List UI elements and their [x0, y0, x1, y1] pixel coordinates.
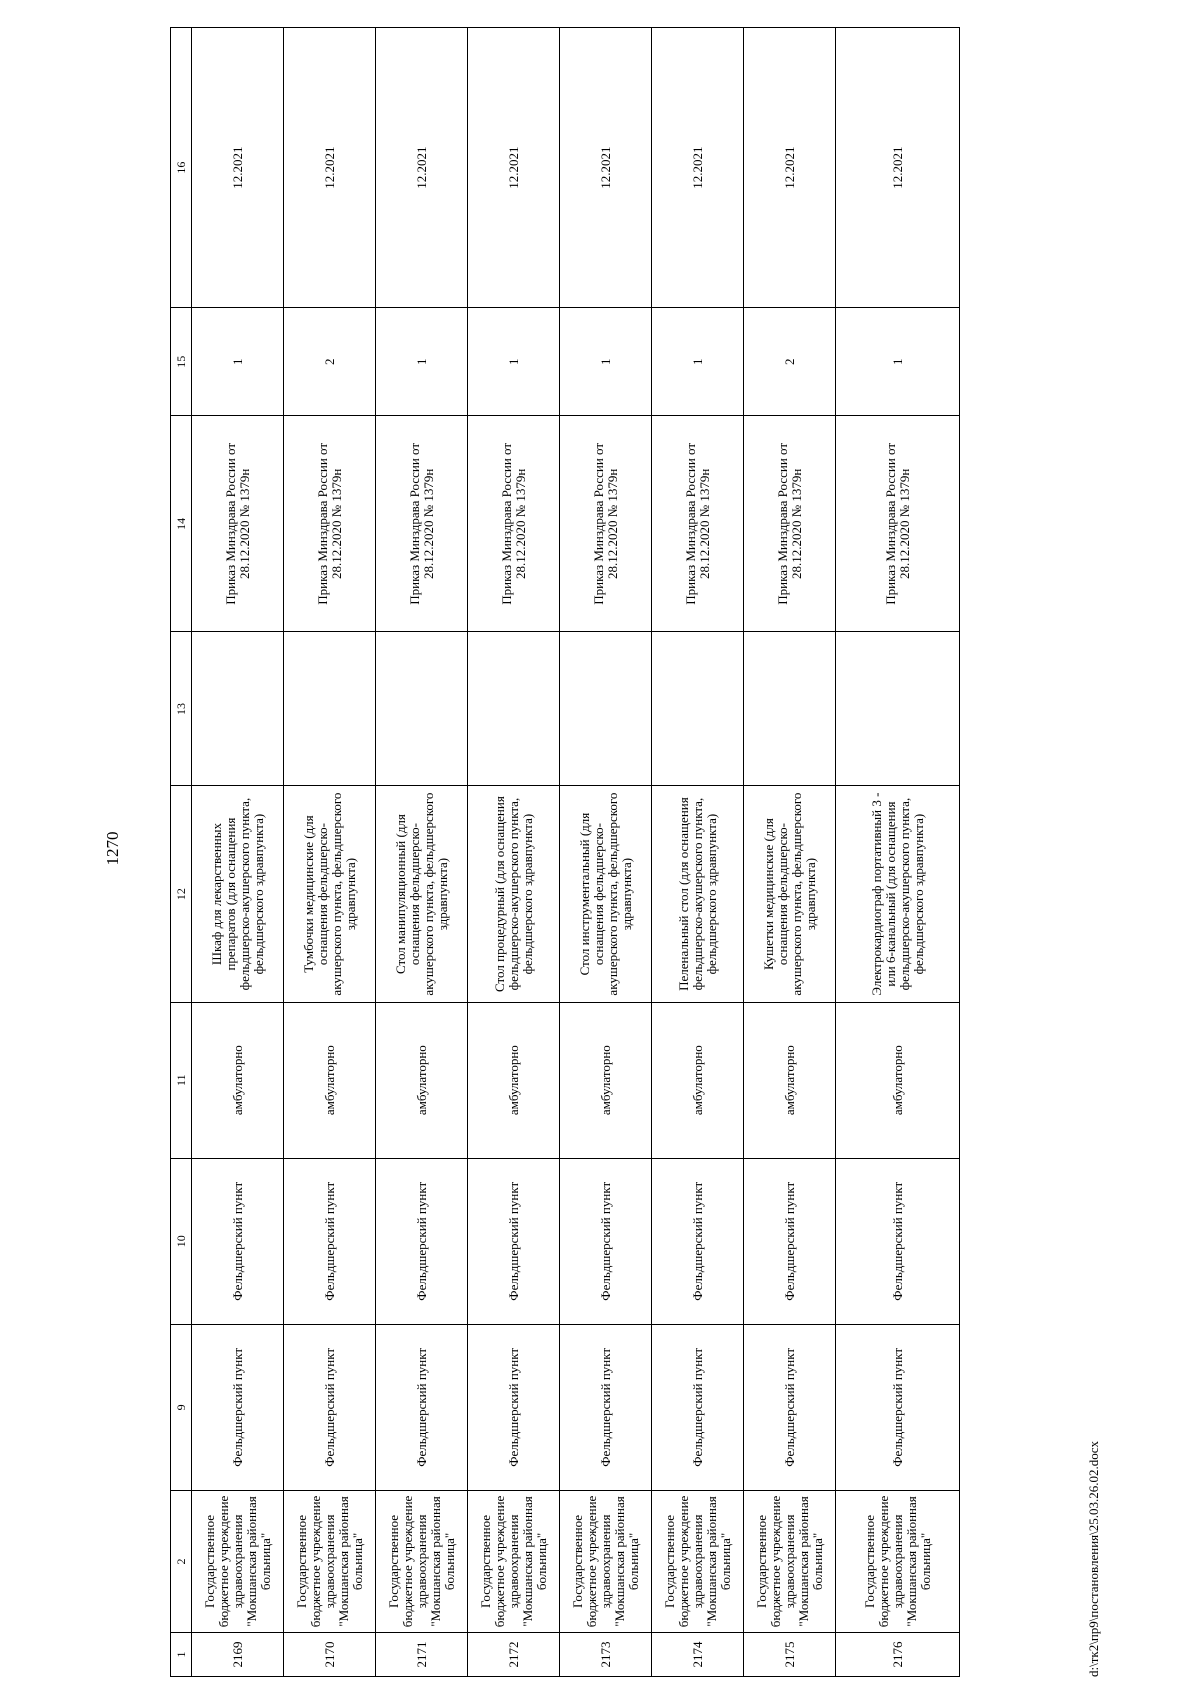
header-cell: 14	[171, 416, 192, 632]
organization-cell: Государственное бюджетное учреждение здравоохранения "Мокшанская районная больница"	[744, 1490, 836, 1632]
header-cell: 15	[171, 308, 192, 416]
equipment-name-cell: Кушетки медицинские (для оснащения фельдшерско-акушерского пункта, фельдшерского здравпункта)	[744, 786, 836, 1002]
unit-cell: Фельдшерский пункт	[652, 1324, 744, 1490]
date-cell: 12.2021	[836, 28, 960, 308]
care-condition-cell: амбулаторно	[284, 1002, 376, 1158]
order-cell: Приказ Минздрава России от 28.12.2020 № 1379н	[744, 416, 836, 632]
care-condition-cell: амбулаторно	[468, 1002, 560, 1158]
empty-cell	[192, 632, 284, 786]
organization-cell: Государственное бюджетное учреждение здравоохранения "Мокшанская районная больница"	[284, 1490, 376, 1632]
table-row	[836, 28, 960, 1677]
order-cell: Приказ Минздрава России от 28.12.2020 № 1379н	[652, 416, 744, 632]
order-cell: Приказ Минздрава России от 28.12.2020 № 1379н	[836, 416, 960, 632]
file-path: d:\тк2\пр9\постановления\25.03.26.02.docx	[1086, 1440, 1101, 1677]
row-number-cell: 2176	[836, 1632, 960, 1676]
care-condition-cell: амбулаторно	[652, 1002, 744, 1158]
row-number-cell: 2169	[192, 1632, 284, 1676]
unit-cell: Фельдшерский пункт	[468, 1324, 560, 1490]
unit-cell: Фельдшерский пункт	[744, 1324, 836, 1490]
table-row	[376, 28, 468, 1677]
row-number-cell: 2175	[744, 1632, 836, 1676]
order-cell: Приказ Минздрава России от 28.12.2020 № 1379н	[560, 416, 652, 632]
empty-cell	[560, 632, 652, 786]
unit-type-cell: Фельдшерский пункт	[560, 1158, 652, 1324]
row-number-cell: 2170	[284, 1632, 376, 1676]
care-condition-cell: амбулаторно	[836, 1002, 960, 1158]
row-number-cell: 2172	[468, 1632, 560, 1676]
table-body	[192, 28, 960, 1677]
row-number-cell: 2171	[376, 1632, 468, 1676]
header-cell: 11	[171, 1002, 192, 1158]
unit-type-cell: Фельдшерский пункт	[744, 1158, 836, 1324]
date-cell: 12.2021	[652, 28, 744, 308]
organization-cell: Государственное бюджетное учреждение здравоохранения "Мокшанская районная больница"	[836, 1490, 960, 1632]
quantity-cell: 1	[560, 308, 652, 416]
quantity-cell: 2	[284, 308, 376, 416]
care-condition-cell: амбулаторно	[376, 1002, 468, 1158]
order-cell: Приказ Минздрава России от 28.12.2020 № 1379н	[192, 416, 284, 632]
equipment-name-cell: Пеленальный стол (для оснащения фельдшерско-акушерского пункта, фельдшерского здравпункта)	[652, 786, 744, 1002]
header-cell: 9	[171, 1324, 192, 1490]
care-condition-cell: амбулаторно	[744, 1002, 836, 1158]
equipment-name-cell: Стол инструментальный (для оснащения фельдшерско-акушерского пункта, фельдшерского здравпункта)	[560, 786, 652, 1002]
organization-cell: Государственное бюджетное учреждение здравоохранения "Мокшанская районная больница"	[560, 1490, 652, 1632]
table-row	[560, 28, 652, 1677]
organization-cell: Государственное бюджетное учреждение здравоохранения "Мокшанская районная больница"	[652, 1490, 744, 1632]
unit-cell: Фельдшерский пункт	[376, 1324, 468, 1490]
quantity-cell: 2	[744, 308, 836, 416]
equipment-name-cell: Стол процедурный (для оснащения фельдшерско-акушерского пункта, фельдшерского здравпункта)	[468, 786, 560, 1002]
order-cell: Приказ Минздрава России от 28.12.2020 № 1379н	[284, 416, 376, 632]
unit-type-cell: Фельдшерский пункт	[284, 1158, 376, 1324]
date-cell: 12.2021	[192, 28, 284, 308]
date-cell: 12.2021	[284, 28, 376, 308]
quantity-cell: 1	[652, 308, 744, 416]
order-cell: Приказ Минздрава России от 28.12.2020 № 1379н	[376, 416, 468, 632]
unit-type-cell: Фельдшерский пункт	[836, 1158, 960, 1324]
unit-type-cell: Фельдшерский пункт	[652, 1158, 744, 1324]
equipment-name-cell: Стол манипуляционный (для оснащения фельдшерско-акушерского пункта, фельдшерского здравпункта)	[376, 786, 468, 1002]
equipment-table	[170, 27, 960, 1677]
unit-cell: Фельдшерский пункт	[284, 1324, 376, 1490]
organization-cell: Государственное бюджетное учреждение здравоохранения "Мокшанская районная больница"	[468, 1490, 560, 1632]
empty-cell	[284, 632, 376, 786]
quantity-cell: 1	[836, 308, 960, 416]
unit-type-cell: Фельдшерский пункт	[192, 1158, 284, 1324]
header-row	[171, 28, 192, 1677]
unit-cell: Фельдшерский пункт	[192, 1324, 284, 1490]
header-cell: 10	[171, 1158, 192, 1324]
date-cell: 12.2021	[744, 28, 836, 308]
organization-cell: Государственное бюджетное учреждение здравоохранения "Мокшанская районная больница"	[192, 1490, 284, 1632]
care-condition-cell: амбулаторно	[192, 1002, 284, 1158]
table-row	[468, 28, 560, 1677]
quantity-cell: 1	[376, 308, 468, 416]
equipment-name-cell: Тумбочки медицинские (для оснащения фельдшерско-акушерского пункта, фельдшерского здравпункта)	[284, 786, 376, 1002]
header-cell: 12	[171, 786, 192, 1002]
header-cell: 2	[171, 1490, 192, 1632]
quantity-cell: 1	[192, 308, 284, 416]
header-cell: 1	[171, 1632, 192, 1676]
quantity-cell: 1	[468, 308, 560, 416]
table-row	[284, 28, 376, 1677]
page-number: 1270	[103, 831, 122, 866]
table-row	[652, 28, 744, 1677]
date-cell: 12.2021	[376, 28, 468, 308]
unit-type-cell: Фельдшерский пункт	[376, 1158, 468, 1324]
empty-cell	[652, 632, 744, 786]
empty-cell	[376, 632, 468, 786]
unit-cell: Фельдшерский пункт	[836, 1324, 960, 1490]
row-number-cell: 2173	[560, 1632, 652, 1676]
care-condition-cell: амбулаторно	[560, 1002, 652, 1158]
empty-cell	[836, 632, 960, 786]
equipment-name-cell: Шкаф для лекарственных препаратов (для оснащения фельдшерско-акушерского пункта, фельдшерского здравпункта)	[192, 786, 284, 1002]
organization-cell: Государственное бюджетное учреждение здравоохранения "Мокшанская районная больница"	[376, 1490, 468, 1632]
empty-cell	[468, 632, 560, 786]
unit-type-cell: Фельдшерский пункт	[468, 1158, 560, 1324]
date-cell: 12.2021	[468, 28, 560, 308]
unit-cell: Фельдшерский пункт	[560, 1324, 652, 1490]
order-cell: Приказ Минздрава России от 28.12.2020 № 1379н	[468, 416, 560, 632]
date-cell: 12.2021	[560, 28, 652, 308]
table-row	[744, 28, 836, 1677]
empty-cell	[744, 632, 836, 786]
header-cell: 16	[171, 28, 192, 308]
row-number-cell: 2174	[652, 1632, 744, 1676]
table-row	[192, 28, 284, 1677]
header-cell: 13	[171, 632, 192, 786]
equipment-name-cell: Электрокардиограф портативный 3 - или 6-канальный (для оснащения фельдшерско-акушерского пункта, фельдшерского здравпункта)	[836, 786, 960, 1002]
